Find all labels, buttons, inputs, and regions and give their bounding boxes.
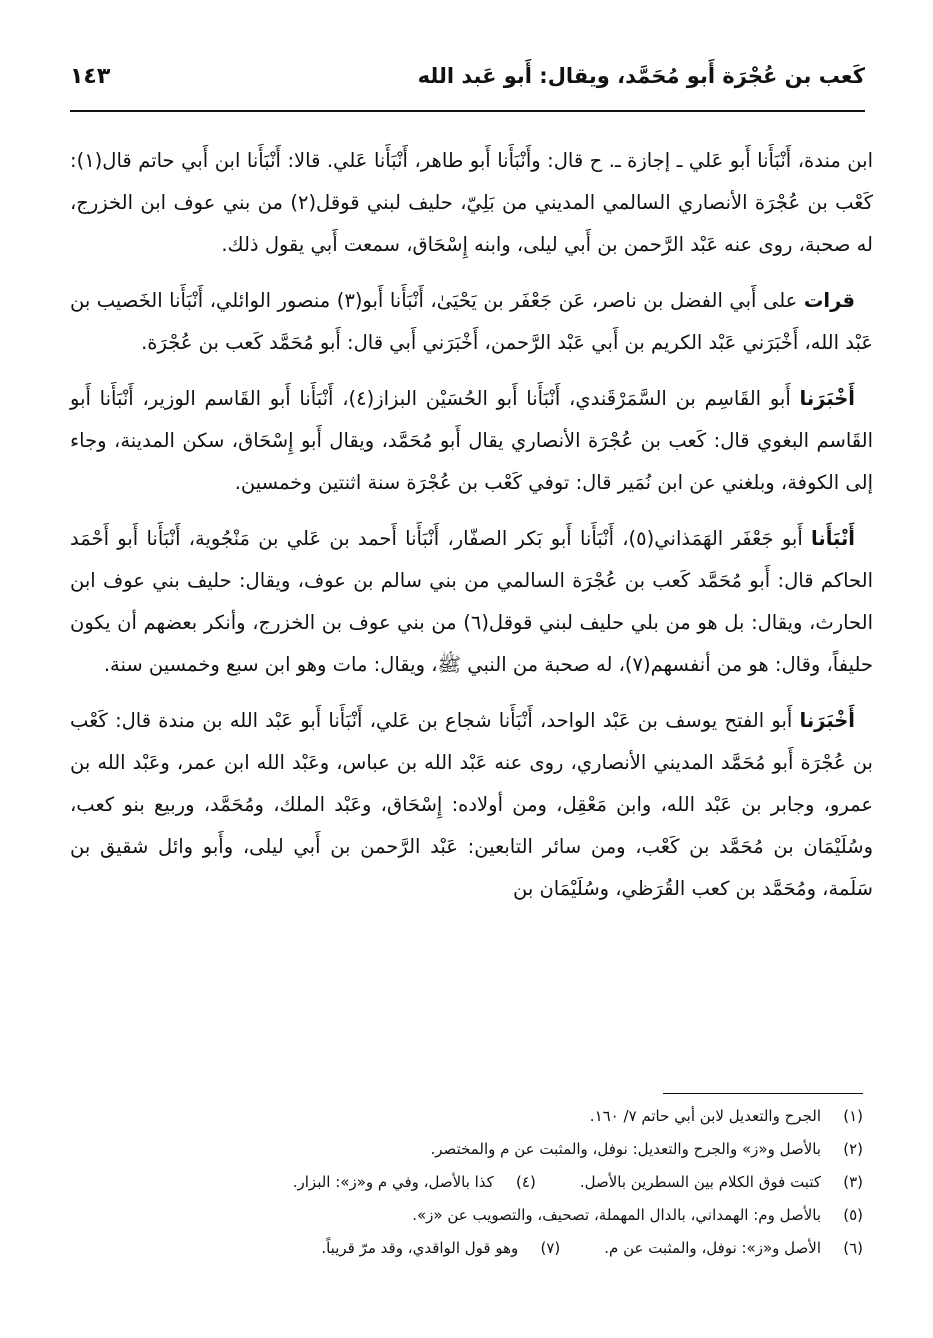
footnote — [412, 1199, 863, 1232]
footnote-text: الأصل و«ز»: نوفل، والمثبت عن م. — [604, 1239, 821, 1257]
footnote — [293, 1166, 536, 1199]
paragraph-lead-word: قرات — [803, 289, 856, 312]
header-rule — [70, 110, 865, 112]
footnote-row — [70, 1166, 863, 1199]
paragraph-text: على أَبي الفضل بن ناصر، عَن جَعْفَر بن يَحْيَىٰ، أَنْبَأَنا أَبو(٣) منصور الوائلي، أَنْبَأَنا الخَصيب بن عَبْد الله، أَخْبَرَني عَبْد الكريم بن أَبي عَبْد الرَّحمن، أَخْبَرَني أَبي قال: أَبو مُحَمَّد كَعب بن عُجْرَة. — [70, 289, 873, 354]
footnote — [604, 1232, 863, 1265]
footnote-number: (٦) — [843, 1239, 863, 1257]
paragraph-text: ابن مندة، أَنْبَأَنا أَبو عَلي ـ إجازة ـ. ح قال: وأَنْبَأَنا أَبو طاهر، أَنْبَأَنا عَلي. قالا: أَنْبَأَنا ابن أَبي حاتم قال(١): كَعْب بن عُجْرَة الأنصاري السالمي المديني من بَلِيّ، حليف لبني قوقل(٢) من بني عوف ابن الخزرج، له صحبة، روى عنه عَبْد الرَّحمن بن أَبي ليلى، وابنه إِسْحَاق، سمعت أَبي يقول ذلك. — [70, 149, 873, 256]
paragraph-lead-word: أَخْبَرَنا — [799, 387, 855, 410]
footnote-text: كتبت فوق الكلام بين السطرين بالأصل. — [579, 1173, 821, 1191]
footnote-text: بالأصل وم: الهمداني، بالدال المهملة، تصحيف، والتصويب عن «ز». — [412, 1206, 821, 1224]
paragraph-text: أَبو القَاسِم بن السَّمَرْقَندي، أَنْبَأَنا أَبو الحُسَيْن البزاز(٤)، أَنْبَأَنا أَبو القَاسم الوزير، أَنْبَأَنا أَبو القَاسم البغوي قال: كَعب بن عُجْرَة الأنصاري يقال أَبو مُحَمَّد، ويقال أَبو إِسْحَاق، سكن المدينة، وجاء إلى الكوفة، وبلغني عن ابن نُمَير قال: توفي كَعْب بن عُجْرَة سنة اثنتين وخمسين. — [70, 387, 873, 494]
paragraph-lead-word: أَنْبَأَنا — [811, 527, 855, 550]
footnote-text: وهو قول الواقدي، وقد مرّ قريباً. — [321, 1239, 519, 1257]
footnote-number: (٧) — [540, 1239, 561, 1257]
footnote-row — [70, 1133, 863, 1166]
footnote-text: بالأصل و«ز» والجرح والتعديل: نوفل، والمثبت عن م والمختصر. — [430, 1140, 821, 1158]
footnote-text: كذا بالأصل، وفي م و«ز»: البزار. — [292, 1173, 494, 1191]
footnote-rule — [663, 1093, 863, 1094]
footnote-number: (٢) — [843, 1140, 863, 1158]
footnote-number: (٣) — [843, 1173, 863, 1191]
footnote — [580, 1166, 863, 1199]
footnote-number: (٤) — [516, 1173, 536, 1191]
footnote — [590, 1100, 863, 1133]
page-number: ١٤٣ — [70, 64, 111, 89]
footnote-number: (٥) — [843, 1206, 863, 1224]
paragraph-lead-word: أَخْبَرَنا — [799, 709, 855, 732]
paragraph — [70, 280, 873, 364]
footnote — [321, 1232, 560, 1265]
paragraph — [70, 700, 873, 910]
paragraph-text: أَبو جَعْفَر الهَمَذاني(٥)، أَنْبَأَنا أَبو بَكر الصفّار، أَنْبَأَنا أَحمد بن عَلي بن مَنْجُوية، أَنْبَأَنا أَبو أَحْمَد الحاكم قال: أَبو مُحَمَّد كَعب بن عُجْرَة السالمي من بني سالم بن عوف، ويقال: حليف بني عوف ابن الحارث، ويقال: بل هو من بلي حليف لبني قوقل(٦) من بني عوف بن الخزرج، وأنكر بعضهم أن يكون حليفاً، وقال: هو من أنفسهم(٧)، له صحبة من النبي ﷺ، ويقال: مات وهو ابن سبع وخمسين سنة. — [70, 527, 874, 676]
footnotes — [70, 1100, 863, 1265]
paragraph — [70, 518, 873, 686]
footnote-row — [70, 1100, 863, 1133]
footnote-number: (١) — [843, 1107, 863, 1125]
paragraph — [70, 378, 873, 504]
footnote-row — [70, 1232, 863, 1265]
footnote — [430, 1133, 863, 1166]
main-text — [70, 140, 873, 924]
footnote-row — [70, 1199, 863, 1232]
footnote-text: الجرح والتعديل لابن أبي حاتم ٧/ ١٦٠. — [589, 1107, 821, 1125]
paragraph-text: أَبو الفتح يوسف بن عَبْد الواحد، أَنْبَأَنا شجاع بن عَلي، أَنْبَأَنا أَبو عَبْد الله بن مندة قال: كَعْب بن عُجْرَة أَبو مُحَمَّد المديني الأنصاري، روى عنه عَبْد الله بن عباس، وعَبْد الله ابن عمر، وعَبْد الله بن عمرو، وجابر بن عَبْد الله، وابن مَعْقِل، ومن أولاده: إِسْحَاق، وعَبْد الملك، ومُحَمَّد، وربيع بنو كعب، وسُلَيْمَان بن مُحَمَّد بن كَعْب، ومن سائر التابعين: عَبْد الرَّحمن بن أَبي ليلى، وأَبو وائل شقيق بن سَلَمة، ومُحَمَّد بن كعب القُرَظي، وسُلَيْمَان بن — [70, 709, 873, 900]
running-title: كَعب بن عُجْرَة أَبو مُحَمَّد، ويقال: أَبو عَبد الله — [417, 64, 865, 88]
paragraph — [70, 140, 873, 266]
page-header — [70, 58, 865, 98]
